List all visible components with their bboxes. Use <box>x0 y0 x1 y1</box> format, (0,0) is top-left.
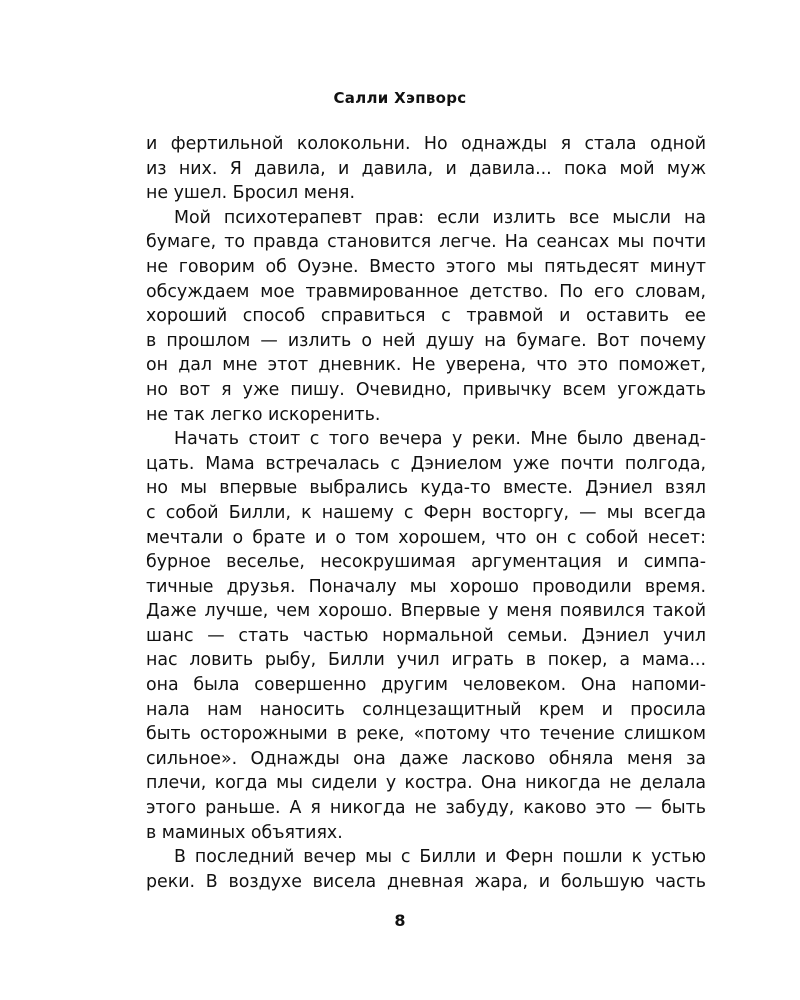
text-line: бурное веселье, несокрушимая аргументация и симпа- <box>146 552 706 573</box>
text-line: хороший способ справиться с травмой и оставить ее <box>146 306 706 327</box>
text-line: не ушел. Бросил меня. <box>146 183 355 204</box>
text-line: и фертильной колокольни. Но однажды я стала одной <box>146 134 706 154</box>
running-head-author: Салли Хэпворс <box>333 89 467 107</box>
text-line: плечи, когда мы сидели у костра. Она никогда не делала <box>146 773 706 794</box>
text-line: тичные друзья. Поначалу мы хорошо проводили время. <box>146 576 706 597</box>
text-line: сильное». Однажды она даже ласково обняла меня за <box>146 748 706 769</box>
text-line: мечтали о брате и о том хорошем, что он с собой несет: <box>146 527 706 548</box>
text-line: Начать стоит с того вечера у реки. Мне было двенад- <box>174 429 706 450</box>
text-line: из них. Я давила, и давила, и давила... пока мой муж <box>146 158 706 179</box>
text-line: шанс — стать частью нормальной семьи. Дэниел учил <box>146 625 706 646</box>
text-line: Мой психотерапевт прав: если излить все мысли на <box>174 207 706 228</box>
body-text <box>146 132 706 894</box>
text-line: обсуждаем мое травмированное детство. По его словам, <box>146 281 706 302</box>
text-line: цать. Мама встречалась с Дэниелом уже почти полгода, <box>146 453 706 474</box>
text-line: не так легко искоренить. <box>146 404 381 425</box>
text-line: нас ловить рыбу, Билли учил играть в покер, а мама... <box>146 650 706 671</box>
text-line: нала нам наносить солнцезащитный крем и просила <box>146 699 706 720</box>
text-line: в прошлом — излить о ней душу на бумаге. Вот почему <box>146 330 706 351</box>
text-line: но вот я уже пишу. Очевидно, привычку всем угождать <box>146 379 706 400</box>
text-line: в маминых объятиях. <box>146 822 343 843</box>
text-line: но мы впервые выбрались куда-то вместе. Дэниел взял <box>146 478 706 499</box>
text-line: В последний вечер мы с Билли и Ферн пошли к устью <box>174 847 706 868</box>
page-number: 8 <box>394 911 406 930</box>
text-line: с собой Билли, к нашему с Ферн восторгу, — мы всегда <box>146 502 706 523</box>
text-line: реки. В воздухе висела дневная жара, и большую часть <box>146 871 706 892</box>
text-line: этого раньше. А я никогда не забуду, каково это — быть <box>146 798 706 819</box>
text-line: бумаге, то правда становится легче. На сеансах мы почти <box>146 232 706 253</box>
text-line: не говорим об Оуэне. Вместо этого мы пятьдесят минут <box>146 256 706 277</box>
text-line: Даже лучше, чем хорошо. Впервые у меня появился такой <box>146 601 706 622</box>
text-line: она была совершенно другим человеком. Она напоми- <box>146 675 706 696</box>
text-line: он дал мне этот дневник. Не уверена, что это поможет, <box>146 355 706 376</box>
text-line: быть осторожными в реке, «потому что течение слишком <box>146 724 706 745</box>
